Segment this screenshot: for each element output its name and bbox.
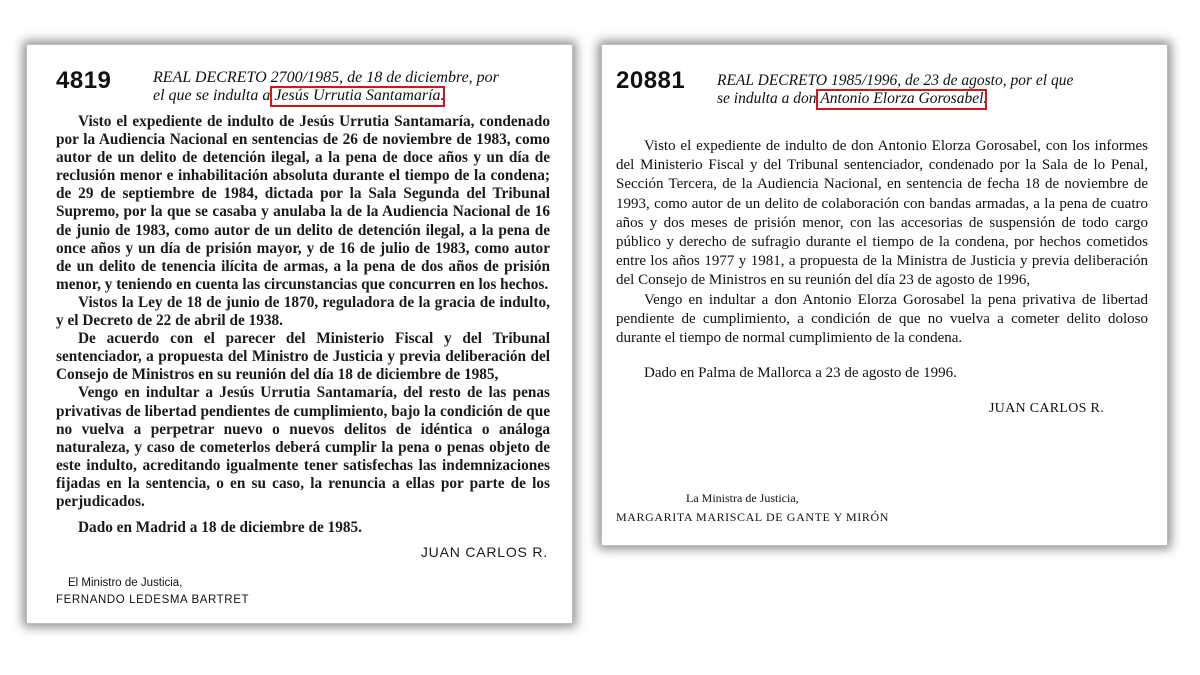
decree-clipping-1985 bbox=[27, 45, 572, 623]
title-line: REAL DECRETO 1985/1996, de 23 de agosto, por el que bbox=[717, 72, 1074, 89]
paragraph: De acuerdo con el parecer del Ministerio Fiscal y del Tribunal sentenciador, a propuesta del Ministro de Justicia y previa deliberación del Consejo de Ministros en su reunión del día 18 de diciembre de 1985, bbox=[56, 330, 550, 384]
highlighted-name: Jesús Urrutia Santamaría bbox=[274, 87, 441, 104]
minister-name: FERNANDO LEDESMA BARTRET bbox=[56, 594, 250, 606]
minister-role: El Ministro de Justicia, bbox=[68, 577, 183, 589]
title-line-with-name bbox=[153, 87, 549, 105]
highlighted-name: Antonio Elorza Gorosabel bbox=[820, 90, 984, 107]
dado-en-line: Dado en Madrid a 18 de diciembre de 1985. bbox=[78, 519, 362, 537]
decree-body bbox=[616, 137, 1148, 419]
paragraph: Vistos la Ley de 18 de junio de 1870, reguladora de la gracia de indulto, y el Decreto de 22 de abril de 1938. bbox=[56, 293, 550, 330]
decree-title bbox=[717, 72, 1147, 108]
paragraph: Vengo en indultar a Jesús Urrutia Santamaría, del resto de las penas privativas de libertad pendientes de cumplimiento, bajo la condición de que no vuelva a perpetrar nuevo o nuevos delitos de idéntica o análoga naturaleza, y caso de cometerlos deberá cumplir la pena o penas objeto de este indulto, acreditando igualmente tener satisfechas las indemnizaciones fijadas en la sentencia, o en su caso, la renuncia a ellas por parte de los perjudicados. bbox=[56, 384, 550, 510]
title-line-with-name bbox=[717, 90, 1147, 108]
decree-body bbox=[56, 113, 550, 561]
title-period: . bbox=[440, 87, 445, 104]
decree-number: 20881 bbox=[616, 67, 686, 94]
decree-title bbox=[153, 69, 549, 105]
minister-name: MARGARITA MARISCAL DE GANTE Y MIRÓN bbox=[616, 510, 890, 524]
minister-block bbox=[616, 489, 889, 527]
minister-block bbox=[56, 575, 249, 609]
title-line: REAL DECRETO 2700/1985, de 18 de diciembre, por bbox=[153, 69, 499, 86]
decree-clipping-1996 bbox=[602, 45, 1167, 545]
paragraph: Vengo en indultar a don Antonio Elorza Gorosabel la pena privativa de libertad pendiente de cumplimiento, a condición de que no vuelva a cometer delito doloso durante el tiempo de normal cumplimiento de la condena. bbox=[616, 291, 1148, 347]
minister-role: La Ministra de Justicia, bbox=[686, 491, 799, 505]
decree-number: 4819 bbox=[56, 67, 112, 94]
paragraph: Visto el expediente de indulto de don Antonio Elorza Gorosabel, con los informes del Ministerio Fiscal y del Tribunal sentenciador, condenado por la Sala de lo Penal, Sección Tercera, de la Audiencia Nacional, en sentencia de fecha 18 de noviembre de 1993, como autor de un delito de colaboración con bandas armadas, a la pena de cuatro años y dos meses de prisión menor, con las accesorias de suspensión de todo cargo público y derecho de sufragio durante el tiempo de la condena, por hechos cometidos entre los años 1977 y 1981, a propuesta de la Ministra de Justicia y previa deliberación del Consejo de Ministros en su reunión del día 23 de agosto de 1996, bbox=[616, 138, 1148, 289]
title-period: . bbox=[983, 90, 988, 107]
dado-en-line: Dado en Palma de Mallorca a 23 de agosto de 1996. bbox=[644, 365, 957, 382]
title-line: se indulta a don bbox=[717, 90, 817, 107]
royal-signature: JUAN CARLOS R. bbox=[420, 544, 548, 561]
paragraph: Visto el expediente de indulto de Jesús Urrutia Santamaría, condenado por la Audiencia Nacional en sentencias de 26 de noviembre de 1983, como autor de un delito de detención ilegal, a la pena de doce años y un día de reclusión menor e inhabilitación absoluta durante el tiempo de la condena; de 29 de septiembre de 1984, dictada por la Sala Segunda del Tribunal Supremo, por la que se casaba y anulaba la de la Audiencia Nacional de 16 de junio de 1983, como autor de un delito de detención ilegal, a la pena de once años y un día de prisión mayor, y de 16 de julio de 1983, como autor de un delito de tenencia ilícita de armas, a la pena de dos años de prisión menor, y teniendo en cuenta las circunstancias que concurren en los hechos. bbox=[56, 113, 550, 293]
royal-signature: JUAN CARLOS R. bbox=[988, 401, 1104, 417]
title-line: el que se indulta a bbox=[153, 87, 271, 104]
